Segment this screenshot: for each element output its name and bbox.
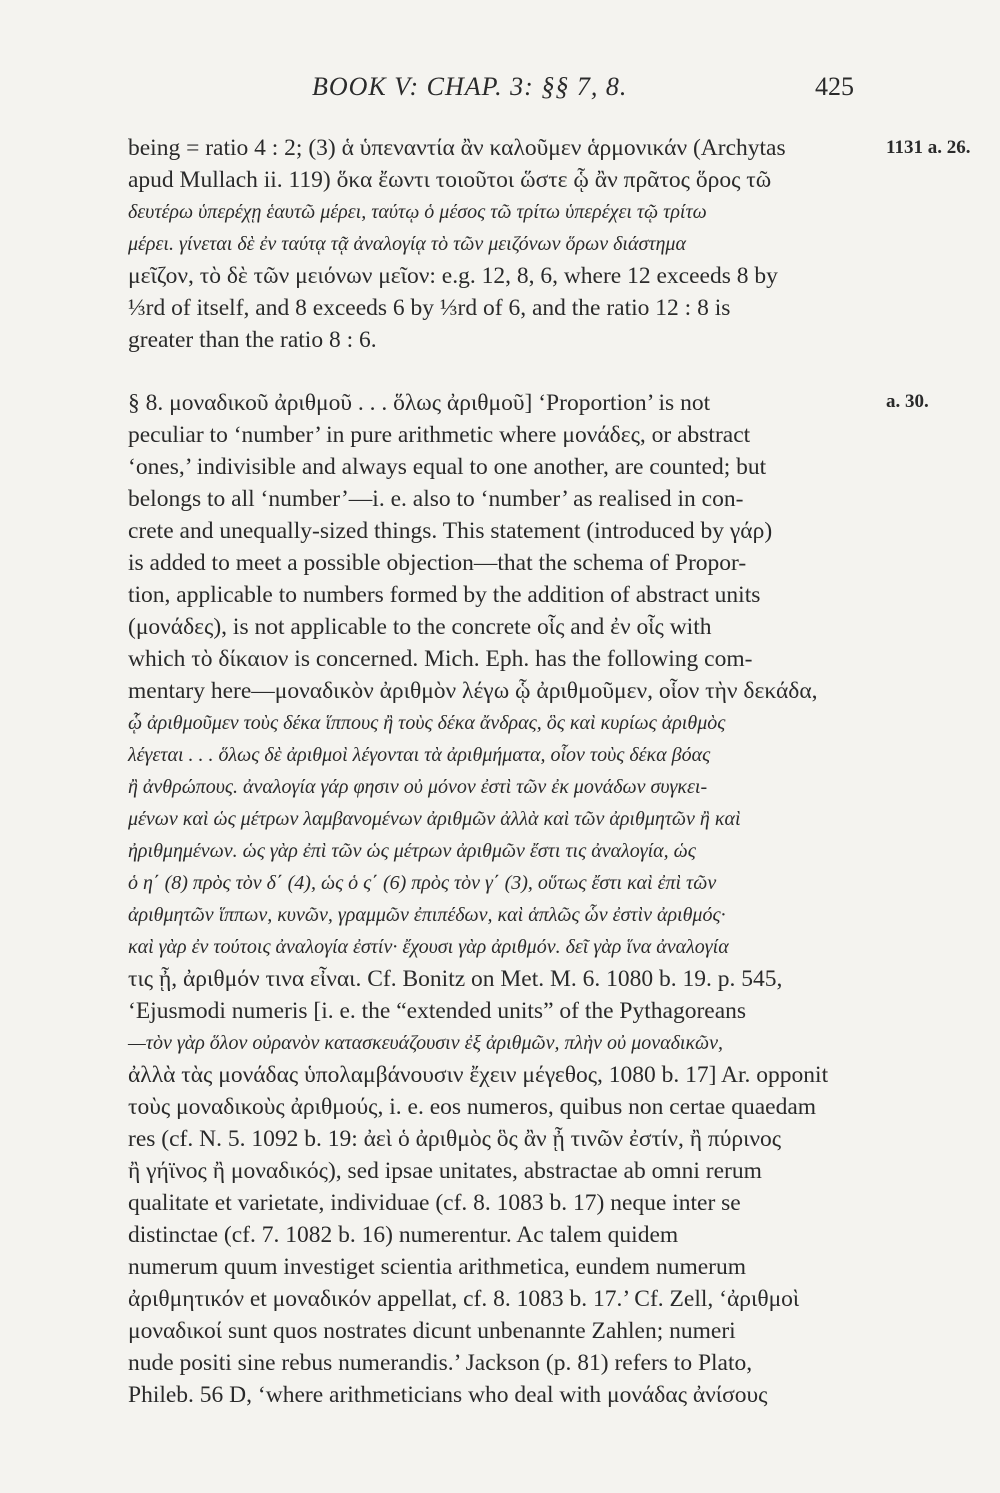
margin-note-2: a. 30. [886, 391, 929, 412]
text-line: (μονάδες), is not applicable to the concrete οἷς and ἐν οἷς with [128, 614, 712, 640]
text-line: distinctae (cf. 7. 1082 b. 16) numerentur. Ac talem quidem [128, 1222, 679, 1248]
text-line: μεῖζον, τὸ δὲ τῶν μειόνων μεῖον: e.g. 12, 8, 6, where 12 exceeds 8 by [128, 263, 778, 289]
text-line: ὁ η΄ (8) πρὸς τὸν δ΄ (4), ὡς ὁ ς΄ (6) πρὸς τὸν γ΄ (3), οὕτως ἔστι καὶ ἐπὶ τῶν [128, 872, 717, 894]
text-line: which τὸ δίκαιον is concerned. Mich. Eph. has the following com- [128, 646, 753, 672]
text-line: numerum quum investiget scientia arithmetica, eundem numerum [128, 1254, 747, 1280]
text-line: ἢ ἀνθρώπους. ἀναλογία γάρ φησιν οὐ μόνον ἐστὶ τῶν ἐκ μονάδων συγκει- [128, 776, 708, 798]
text-line: λέγεται . . . ὅλως δὲ ἀριθμοὶ λέγονται τὰ ἀριθμήματα, οἷον τοὺς δέκα βόας [128, 744, 711, 766]
text-line: τοὺς μοναδικοὺς ἀριθμούς, i. e. eos numeros, quibus non certae quaedam [128, 1094, 817, 1120]
text-line: τις ᾖ, ἀριθμόν τινα εἶναι. Cf. Bonitz on Met. M. 6. 1080 b. 19. p. 545, [128, 966, 783, 992]
text-line: δευτέρω ὑπερέχῃ ἑαυτῶ μέρει, ταύτῳ ὁ μέσος τῶ τρίτω ὑπερέχει τῷ τρίτω [128, 201, 707, 223]
text-line: is added to meet a possible objection—that the schema of Propor- [128, 550, 747, 576]
text-line: belongs to all ‘number’—i. e. also to ‘number’ as realised in con- [128, 486, 744, 512]
section-heading-line: § 8. μοναδικοῦ ἀριθμοῦ . . . ὅλως ἀριθμοῦ] ‘Proportion’ is not [128, 390, 711, 416]
text-line: ἀλλὰ τὰς μονάδας ὑπολαμβάνουσιν ἔχειν μέγεθος, 1080 b. 17] Ar. opponit [128, 1062, 829, 1088]
text-line: ἠριθμημένων. ὡς γὰρ ἐπὶ τῶν ὡς μέτρων ἀριθμῶν ἔστι τις ἀναλογία, ὡς [128, 840, 696, 862]
running-head: BOOK V: CHAP. 3: §§ 7, 8. [312, 72, 628, 101]
text-line: ᾧ ἀριθμοῦμεν τοὺς δέκα ἵππους ἢ τοὺς δέκα ἄνδρας, ὃς καὶ κυρίως ἀριθμὸς [128, 712, 726, 734]
text-line: tion, applicable to numbers formed by the addition of abstract units [128, 582, 761, 608]
text-line: mentary here—μοναδικὸν ἀριθμὸν λέγω ᾧ ἀριθμοῦμεν, οἷον τὴν δεκάδα, [128, 678, 818, 704]
text-line: nude positi sine rebus numerandis.’ Jackson (p. 81) refers to Plato, [128, 1350, 753, 1376]
text-line: ‘Ejusmodi numeris [i. e. the “extended units” of the Pythagoreans [128, 998, 747, 1024]
page-header [0, 72, 1000, 112]
text-line: μένων καὶ ὡς μέτρων λαμβανομένων ἀριθμῶν ἀλλὰ καὶ τῶν ἀριθμητῶν ἢ καὶ [128, 808, 741, 830]
text-line: greater than the ratio 8 : 6. [128, 327, 377, 353]
text-line: res (cf. N. 5. 1092 b. 19: ἀεὶ ὁ ἀριθμὸς ὃς ἂν ᾖ τινῶν ἐστίν, ἢ πύρινος [128, 1126, 782, 1152]
page-number: 425 [815, 72, 854, 101]
text-line: being = ratio 4 : 2; (3) ἁ ὑπεναντία ἂν καλοῦμεν ἁρμονικάν (Archytas [128, 135, 786, 161]
text-line: μέρει. γίνεται δὲ ἐν ταύτᾳ τᾷ ἀναλογίᾳ τὸ τῶν μειζόνων ὅρων διάστημα [128, 233, 686, 255]
margin-note-1: 1131 a. 26. [886, 137, 971, 158]
text-line: ἀριθμητῶν ἵππων, κυνῶν, γραμμῶν ἐπιπέδων, καὶ ἁπλῶς ὧν ἐστὶν ἀριθμός· [128, 904, 726, 926]
text-line: Phileb. 56 D, ‘where arithmeticians who deal with μονάδας ἀνίσους [128, 1382, 768, 1408]
text-line: ⅓rd of itself, and 8 exceeds 6 by ⅓rd of 6, and the ratio 12 : 8 is [128, 295, 731, 321]
text-line: μοναδικοί sunt quos nostrates dicunt unbenannte Zahlen; numeri [128, 1318, 736, 1344]
text-line: peculiar to ‘number’ in pure arithmetic where μονάδες, or abstract [128, 422, 751, 448]
text-line: apud Mullach ii. 119) ὅκα ἔωντι τοιοῦτοι ὥστε ᾧ ἂν πρᾶτος ὅρος τῶ [128, 167, 772, 193]
text-line: ἀριθμητικόν et μοναδικόν appellat, cf. 8. 1083 b. 17.’ Cf. Zell, ‘ἀριθμοὶ [128, 1286, 800, 1312]
text-line: καὶ γὰρ ἐν τούτοις ἀναλογία ἐστίν· ἔχουσι γὰρ ἀριθμόν. δεῖ γὰρ ἵνα ἀναλογία [128, 936, 729, 958]
text-line: crete and unequally-sized things. This statement (introduced by γάρ) [128, 518, 773, 544]
text-line: qualitate et varietate, individuae (cf. 8. 1083 b. 17) neque inter se [128, 1190, 741, 1216]
text-line: ἢ γήϊνος ἢ μοναδικός), sed ipsae unitates, abstractae ab omni rerum [128, 1158, 762, 1184]
text-line: —τὸν γὰρ ὅλον οὐρανὸν κατασκευάζουσιν ἐξ ἀριθμῶν, πλὴν οὐ μοναδικῶν, [128, 1032, 724, 1054]
text-line: ‘ones,’ indivisible and always equal to one another, are counted; but [128, 454, 767, 480]
